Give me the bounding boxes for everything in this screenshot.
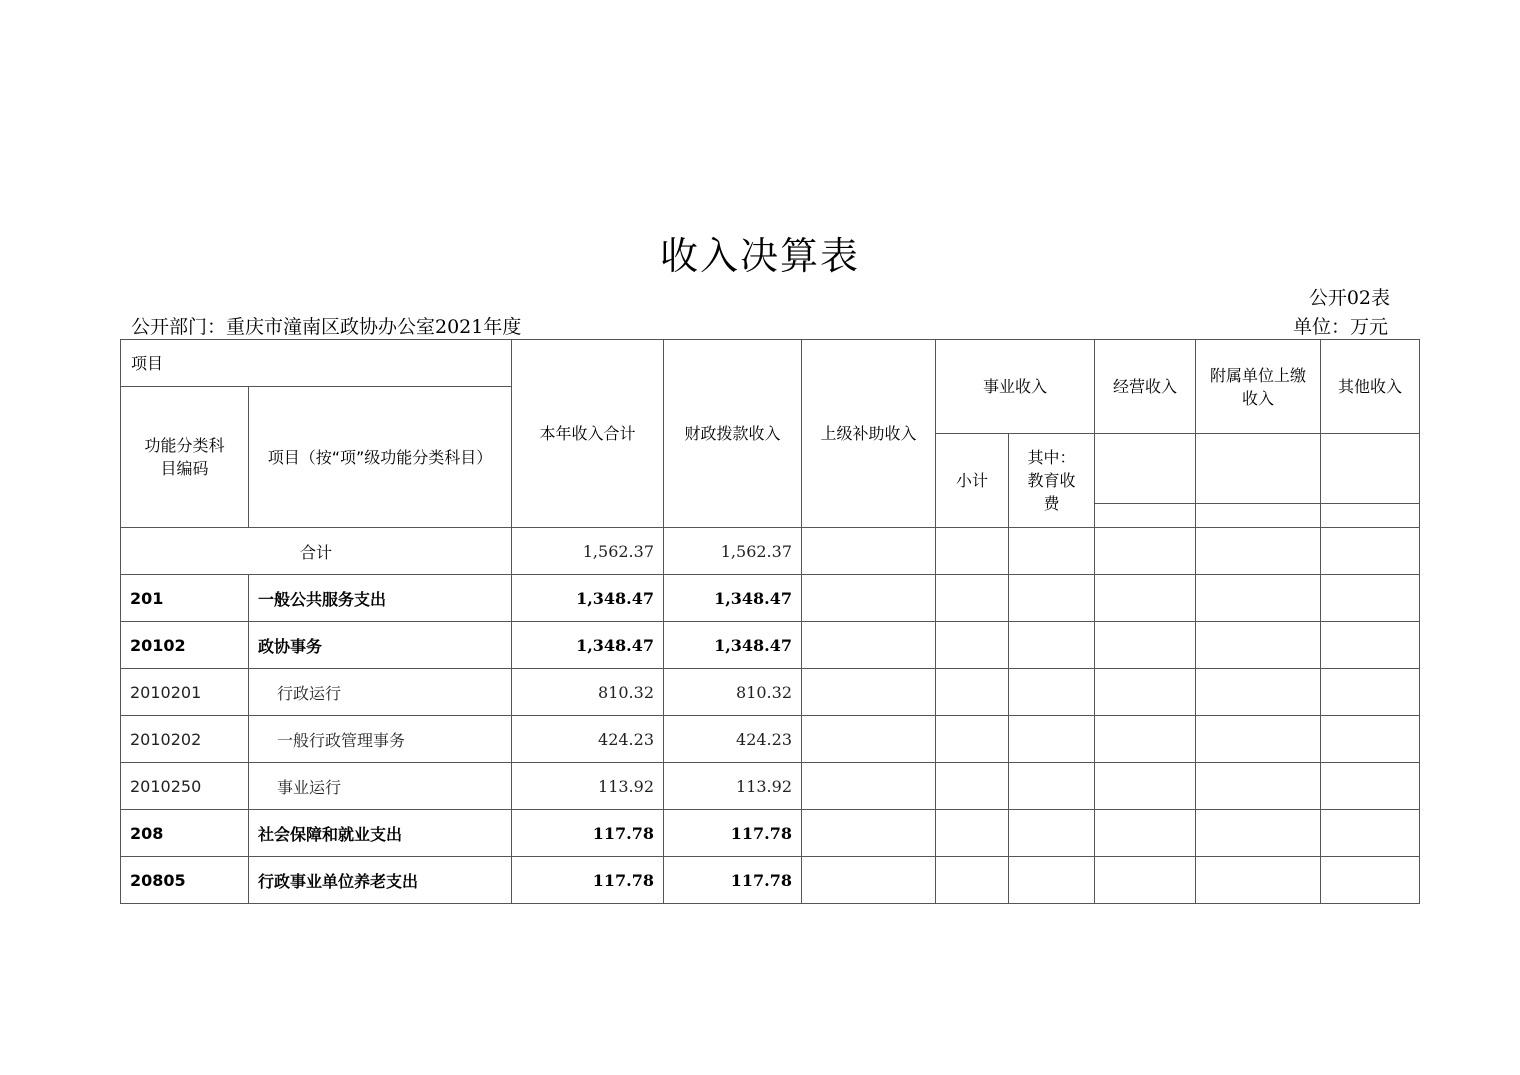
row-name: 政协事务 (249, 622, 512, 669)
row-fiscal: 424.23 (664, 716, 802, 763)
empty-cell (1321, 434, 1420, 528)
header-business-income: 事业收入 (936, 340, 1095, 434)
table-number: 公开02表 (1308, 287, 1390, 309)
row-total-income: 117.78 (512, 810, 664, 857)
table-row (121, 857, 1420, 904)
table-row (121, 575, 1420, 622)
row-name: 一般公共服务支出 (249, 575, 512, 622)
total-income-value: 1,562.37 (512, 528, 664, 575)
header-other-income: 其他收入 (1321, 340, 1420, 434)
total-row (121, 528, 1420, 575)
row-fiscal: 117.78 (664, 857, 802, 904)
row-name: 社会保障和就业支出 (249, 810, 512, 857)
table-row (121, 669, 1420, 716)
row-fiscal: 1,348.47 (664, 622, 802, 669)
row-total-income: 113.92 (512, 763, 664, 810)
income-table (120, 339, 1420, 904)
row-name: 行政运行 (249, 669, 512, 716)
unit-label: 单位：万元 (1292, 316, 1388, 338)
row-total-income: 810.32 (512, 669, 664, 716)
total-fiscal-value: 1,562.37 (664, 528, 802, 575)
header-subtotal: 小计 (936, 434, 1009, 528)
row-fiscal: 1,348.47 (664, 575, 802, 622)
empty-cell (1095, 434, 1196, 528)
row-code: 20102 (121, 622, 249, 669)
table-row (121, 810, 1420, 857)
table-row (121, 716, 1420, 763)
header-superior-subsidy: 上级补助收入 (802, 340, 936, 528)
page-title: 收入决算表 (659, 234, 860, 278)
header-total-income: 本年收入合计 (512, 340, 664, 528)
row-total-income: 1,348.47 (512, 622, 664, 669)
header-operating-income: 经营收入 (1095, 340, 1196, 434)
header-func-code: 功能分类科目编码 (121, 387, 249, 528)
table-row (121, 763, 1420, 810)
row-total-income: 117.78 (512, 857, 664, 904)
row-name: 行政事业单位养老支出 (249, 857, 512, 904)
row-code: 208 (121, 810, 249, 857)
empty-cell (1196, 434, 1321, 528)
table-row (121, 622, 1420, 669)
row-fiscal: 113.92 (664, 763, 802, 810)
row-name: 一般行政管理事务 (249, 716, 512, 763)
row-code: 2010202 (121, 716, 249, 763)
header-fiscal: 财政拨款收入 (664, 340, 802, 528)
row-code: 2010250 (121, 763, 249, 810)
row-code: 20805 (121, 857, 249, 904)
row-total-income: 1,348.47 (512, 575, 664, 622)
department-label: 公开部门：重庆市潼南区政协办公室2021年度 (131, 316, 522, 338)
row-code: 201 (121, 575, 249, 622)
header-item: 项目 (121, 340, 512, 387)
total-label: 合计 (121, 528, 512, 575)
header-affiliate-income: 附属单位上缴收入 (1196, 340, 1321, 434)
header-edu-fee: 其中：教育收费 (1009, 434, 1095, 528)
row-fiscal: 810.32 (664, 669, 802, 716)
row-name: 事业运行 (249, 763, 512, 810)
row-total-income: 424.23 (512, 716, 664, 763)
row-fiscal: 117.78 (664, 810, 802, 857)
header-item-name: 项目（按“项”级功能分类科目） (249, 387, 512, 528)
row-code: 2010201 (121, 669, 249, 716)
